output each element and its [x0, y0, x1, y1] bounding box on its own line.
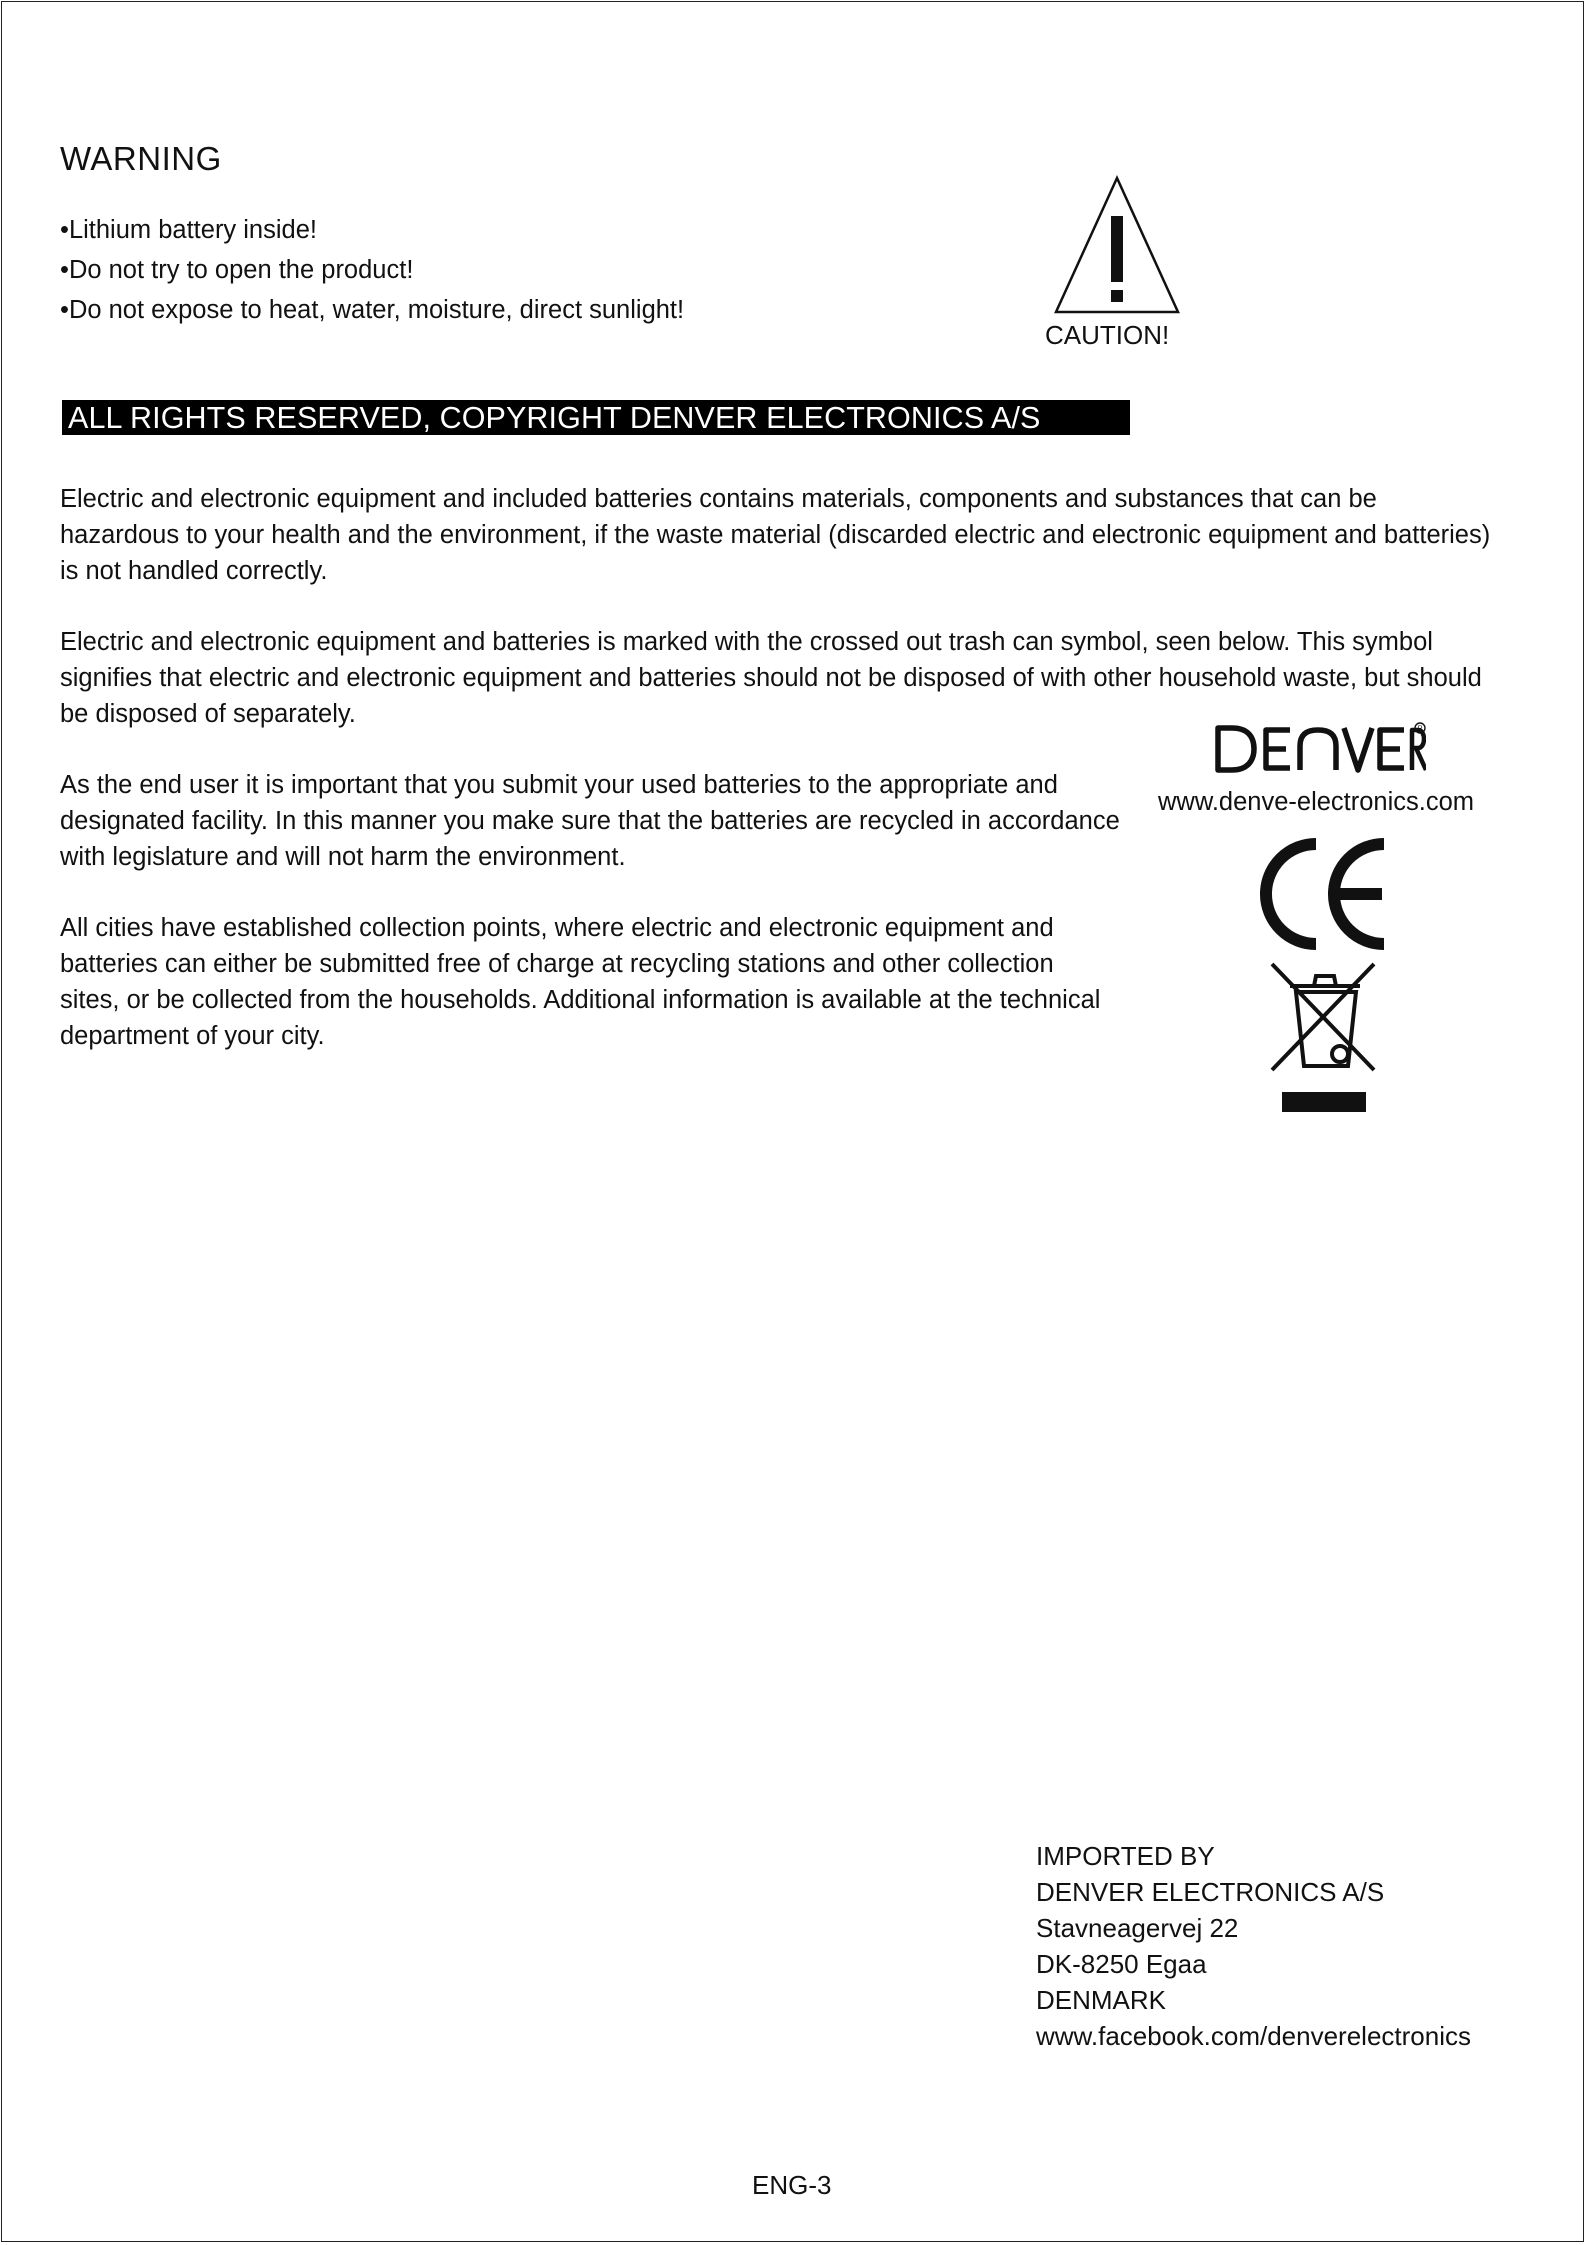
brand-website: www.denve-electronics.com	[1158, 788, 1475, 816]
disposal-paragraph: Electric and electronic equipment and batteries is marked with the crossed out trash can symbol, seen below. This symbol signifies that electric and electronic equipment and batteries should not be disposed of with other household waste, but should be disposed of separately.	[60, 628, 1482, 728]
caution-label: CAUTION!	[1045, 320, 1170, 350]
importer-line: Stavneagervej 22	[1036, 1913, 1239, 1943]
importer-line: DK-8250 Egaa	[1036, 1949, 1207, 1979]
weee-crossed-bin-icon	[1268, 962, 1382, 1112]
copyright-banner: ALL RIGHTS RESERVED, COPYRIGHT DENVER ELECTRONICS A/S	[62, 400, 1130, 435]
warning-item: • Lithium battery inside!	[60, 210, 684, 250]
importer-address	[1036, 1838, 1471, 2054]
importer-line: IMPORTED BY	[1036, 1841, 1215, 1871]
svg-text:R: R	[1417, 725, 1423, 733]
warning-item: • Do not try to open the product!	[60, 250, 684, 290]
page-number: ENG-3	[752, 2170, 832, 2200]
ce-mark-icon	[1258, 838, 1388, 950]
importer-line: www.facebook.com/denverelectronics	[1036, 2021, 1471, 2051]
caution-triangle-icon	[1052, 174, 1182, 319]
importer-line: DENVER ELECTRONICS A/S	[1036, 1877, 1385, 1907]
disposal-paragraph: Electric and electronic equipment and included batteries contains materials, components and substances that can be hazardous to your health and the environment, if the waste material (discarded electric and electronic equipment and batteries) is not handled correctly.	[60, 485, 1491, 585]
warning-list	[60, 210, 684, 330]
disposal-paragraph: As the end user it is important that you submit your used batteries to the appropriate and designated facility. In this manner you make sure that the batteries are recycled in accordance with legislature and will not harm the environment.	[60, 771, 1120, 871]
disposal-paragraph: All cities have established collection points, where electric and electronic equipment and batteries can either be submitted free of charge at recycling stations and other collection sites, or be collected from the households. Additional information is available at the technical department of your city.	[60, 914, 1101, 1050]
warning-item: • Do not expose to heat, water, moisture, direct sunlight!	[60, 290, 684, 330]
importer-line: DENMARK	[1036, 1985, 1167, 2015]
denver-logo	[1214, 722, 1426, 774]
warning-heading: WARNING	[60, 140, 222, 177]
